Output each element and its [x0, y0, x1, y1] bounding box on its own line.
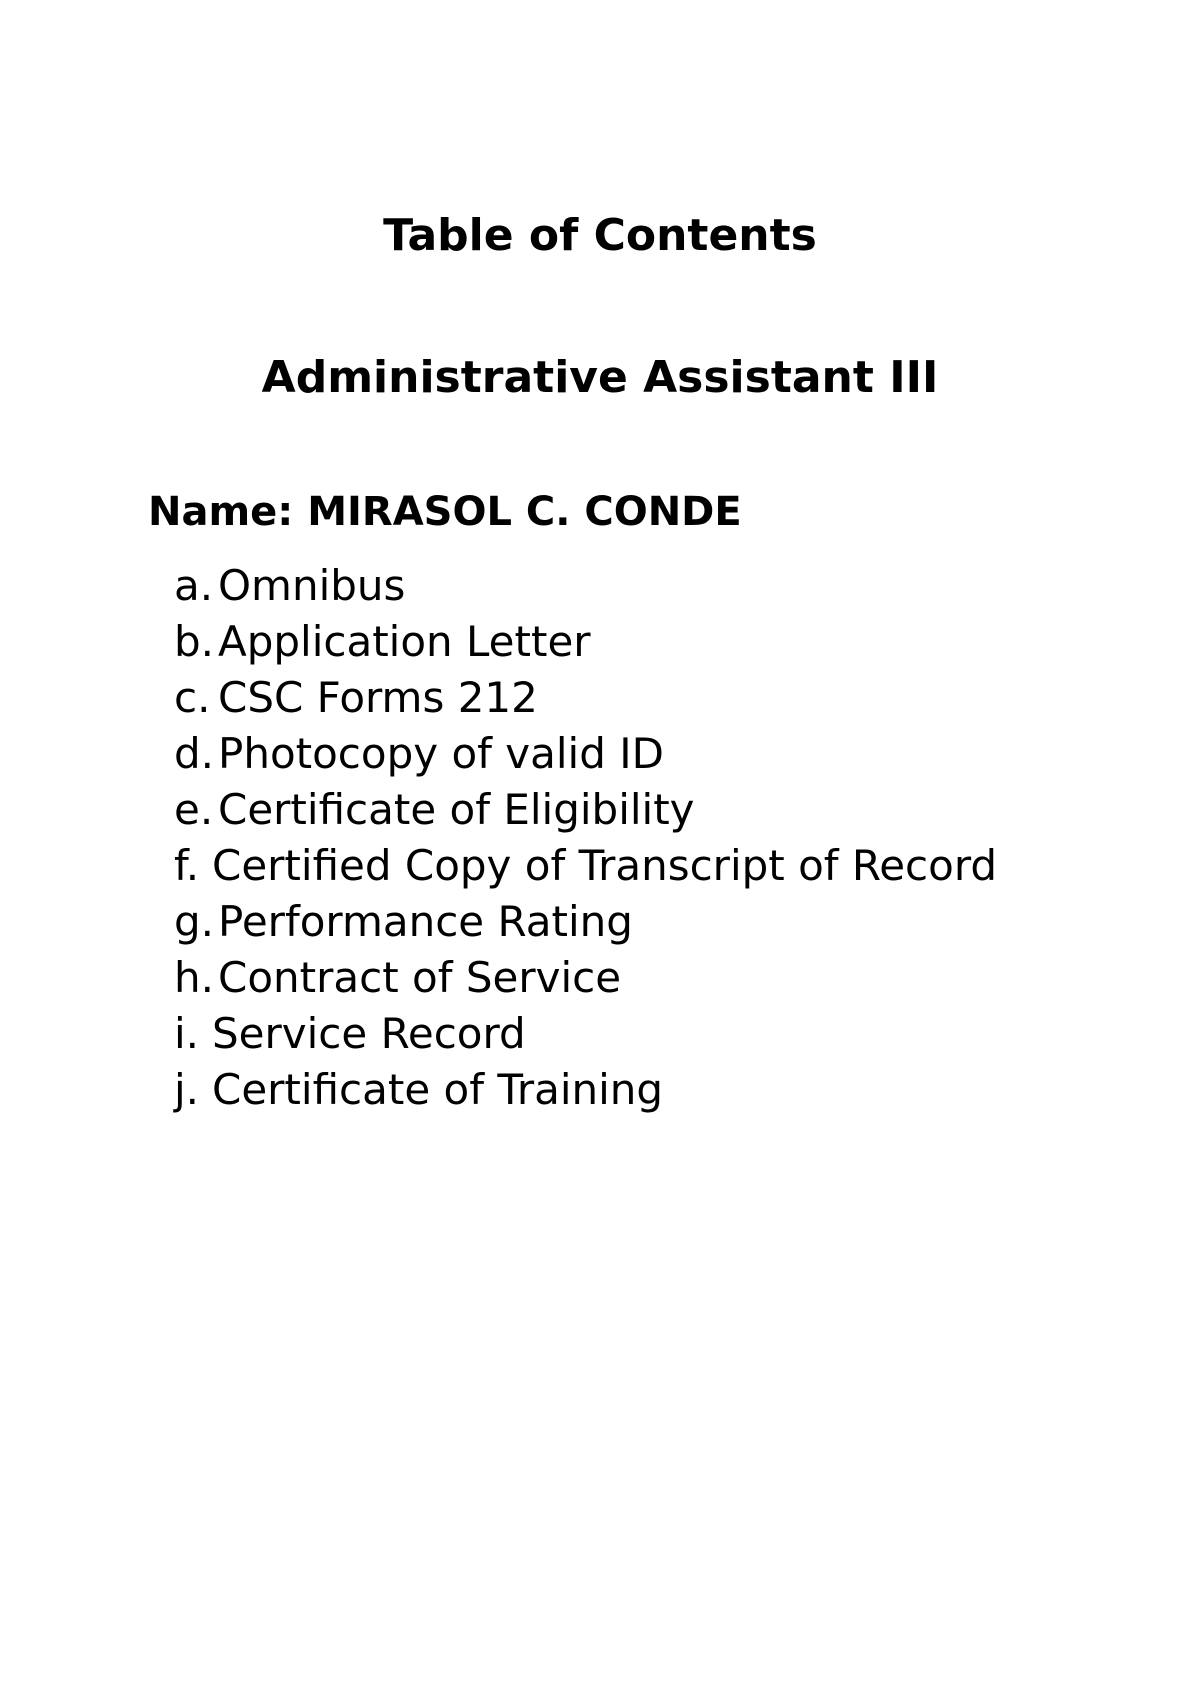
list-marker: j. [174, 1065, 200, 1114]
list-item-text: Performance Rating [218, 897, 633, 946]
list-marker: b. [174, 617, 215, 666]
list-marker: g. [174, 897, 215, 946]
list-item-text: Certified Copy of Transcript of Record [212, 841, 998, 890]
list-marker: d. [174, 729, 215, 778]
list-marker: h. [174, 953, 214, 1002]
list-item-text: Certificate of Eligibility [218, 785, 695, 834]
list-item-csc-forms [174, 670, 997, 726]
list-marker: a. [174, 561, 214, 610]
list-item-valid-id [174, 726, 997, 782]
list-item-contract [174, 950, 997, 1006]
list-item-transcript [174, 838, 997, 894]
list-item-text: Service Record [212, 1009, 526, 1058]
list-item-text: Contract of Service [218, 953, 622, 1002]
list-item-text: Photocopy of valid ID [218, 729, 664, 778]
list-marker: i. [174, 1009, 200, 1058]
list-marker: e. [174, 785, 214, 834]
list-item-training [174, 1062, 997, 1118]
list-item-text: Certificate of Training [212, 1065, 664, 1114]
list-item-text: Application Letter [218, 617, 591, 666]
document-title: Table of Contents [383, 210, 817, 261]
list-marker: f. [174, 841, 200, 890]
position-title: Administrative Assistant III [261, 352, 939, 403]
applicant-name: Name: MIRASOL C. CONDE [148, 489, 742, 535]
list-item-application-letter [174, 614, 997, 670]
list-marker: c. [174, 673, 211, 722]
list-item-service-record [174, 1006, 997, 1062]
list-item-performance-rating [174, 894, 997, 950]
list-item-text: CSC Forms 212 [218, 673, 538, 722]
list-item-omnibus [174, 558, 997, 614]
list-item-text: Omnibus [218, 561, 406, 610]
contents-list [174, 558, 997, 1118]
list-item-eligibility [174, 782, 997, 838]
